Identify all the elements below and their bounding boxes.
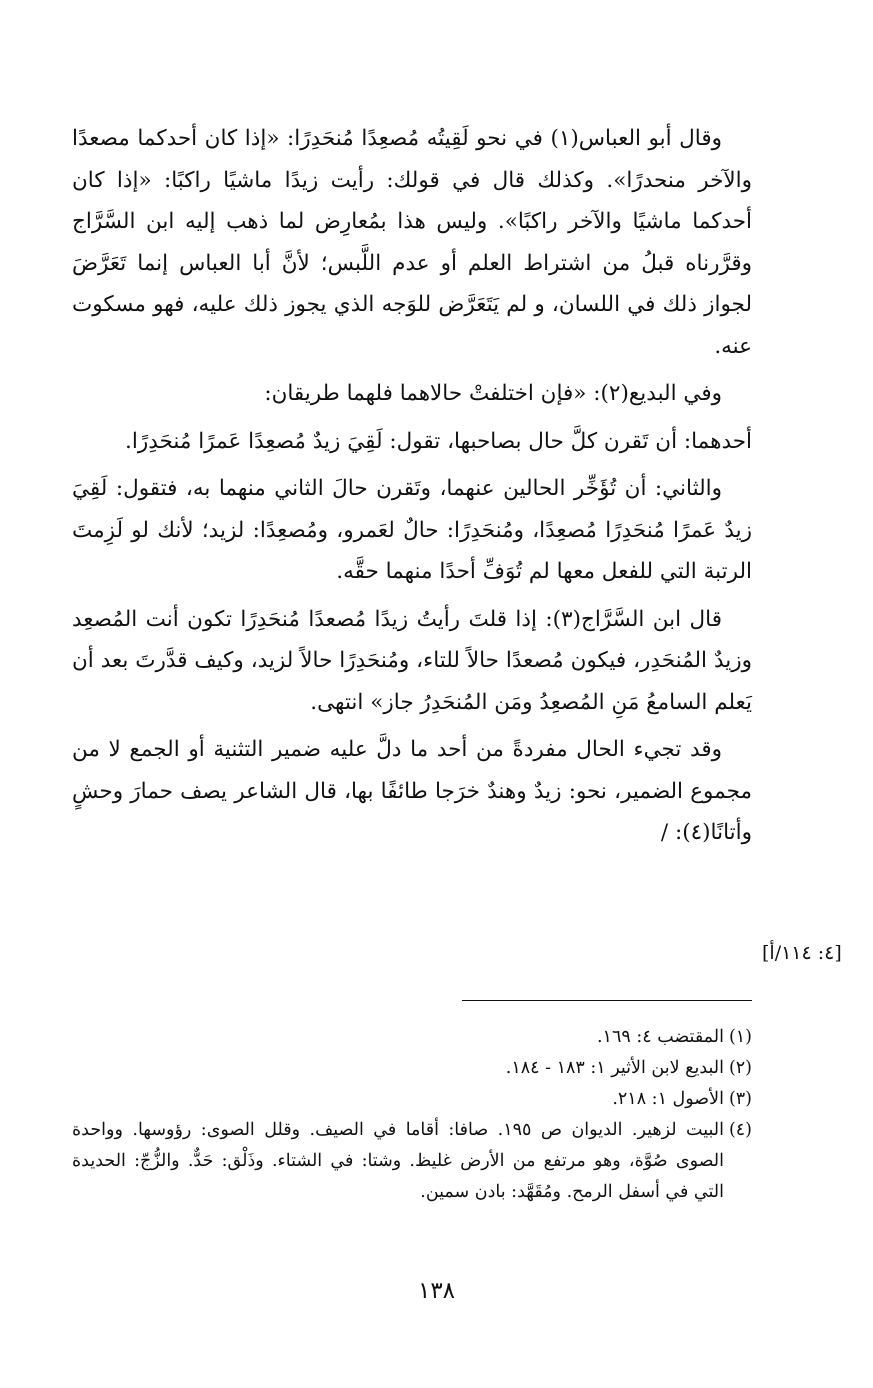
footnote-text: البيت لزهير. الديوان ص ١٩٥. صافا: أقاما في الصيف. وقلل الصوى: رؤوسها. وواحدة الصوى صُوَّة، وهو مرتفع من الأرض غليظ. وشتا: في الشتاء. وذَلْق: حَدٌّ. والزُّجّ: الحديدة التي في أسفل الرمح. ومُقَهَّد: بادن سمين. [72, 1120, 724, 1202]
paragraph-4: والثاني: أن تُؤَخِّر الحالين عنهما، وتَقرن حالَ الثاني منهما به، فتقول: لَقِيَ زيدٌ عَمرًا مُنحَدِرًا مُصعِدًا، ومُنحَدِرًا: حالٌ لعَمرو، ومُصعِدًا: لزيد؛ لأنك لو لَزِمتَ الرتبة التي للفعل معها لم تُوَفِّ أحدًا منهما حقَّه. [72, 476, 752, 584]
page-number: ١٣٨ [417, 1278, 456, 1304]
footnote-number: (٢) [728, 1058, 752, 1078]
paragraph-5: قال ابن السَّرَّاج(٣): إذا قلتَ رأيتُ زيدًا مُصعدًا مُنحَدِرًا تكون أنت المُصعِد وزيدٌ المُنحَدِر، فيكون مُصعدًا حالاً للتاء، ومُنحَدِرًا حالاً لزيد، وكيف قدَّرتَ بعد أن يَعلم السامعُ مَنِ المُصعِدُ ومَن المُنحَدِرُ جاز» انتهى. [72, 606, 752, 715]
footnote-separator [462, 1000, 752, 1001]
paragraph-6: وقد تجيء الحال مفردةً من أحد ما دلَّ عليه ضمير التثنية أو الجمع لا من مجموع الضمير، نحو: زيدٌ وهندٌ خرَجا طائفًا بها، قال الشاعر يصف حمارَ وحشٍ وأتانًا(٤): / [72, 737, 752, 845]
footnote-number: (٣) [728, 1089, 752, 1109]
footnote-text: الأصول ١: ٢١٨. [612, 1089, 724, 1109]
footnote-4 [72, 1115, 752, 1208]
footnote-3 [72, 1084, 752, 1115]
footnote-number: (١) [728, 1027, 752, 1047]
footnote-text: البديع لابن الأثير ١: ١٨٣ - ١٨٤. [505, 1058, 724, 1078]
footnotes [72, 1022, 752, 1208]
footnote-1 [72, 1022, 752, 1053]
manuscript-folio-marker: [٤: ١١٤/أ] [762, 942, 842, 964]
paragraph-3: أحدهما: أن تَقرن كلَّ حال بصاحبها، تقول: لَقِيَ زيدٌ مُصعِدًا عَمرًا مُنحَدِرًا. [125, 428, 752, 454]
paragraph-1: وقال أبو العباس(١) في نحو لَقِيتُه مُصعِدًا مُنحَدِرًا: «إذا كان أحدكما مصعدًا والآخر منحدرًا». وكذلك قال في قولك: رأيت زيدًا ماشيًا راكبًا: «إذا كان أحدكما ماشيًا والآخر راكبًا». وليس هذا بمُعارِض لما ذهب إليه ابن السَّرَّاج وقرَّرناه قبلُ من اشتراط العلم أو عدم اللَّبس؛ لأنَّ أبا العباس إنما تَعَرَّضَ لجواز ذلك في اللسان، و لم يَتَعَرَّض للوَجه الذي يجوز ذلك عليه، فهو مسكوت عنه. [72, 126, 752, 359]
footnote-number: (٤) [728, 1120, 752, 1140]
main-text [72, 118, 752, 860]
paragraph-2: وفي البديع(٢): «فإن اختلفتْ حالاهما فلهما طريقان: [264, 381, 722, 406]
footnote-text: المقتضب ٤: ١٦٩. [596, 1027, 724, 1047]
footnote-2 [72, 1053, 752, 1084]
